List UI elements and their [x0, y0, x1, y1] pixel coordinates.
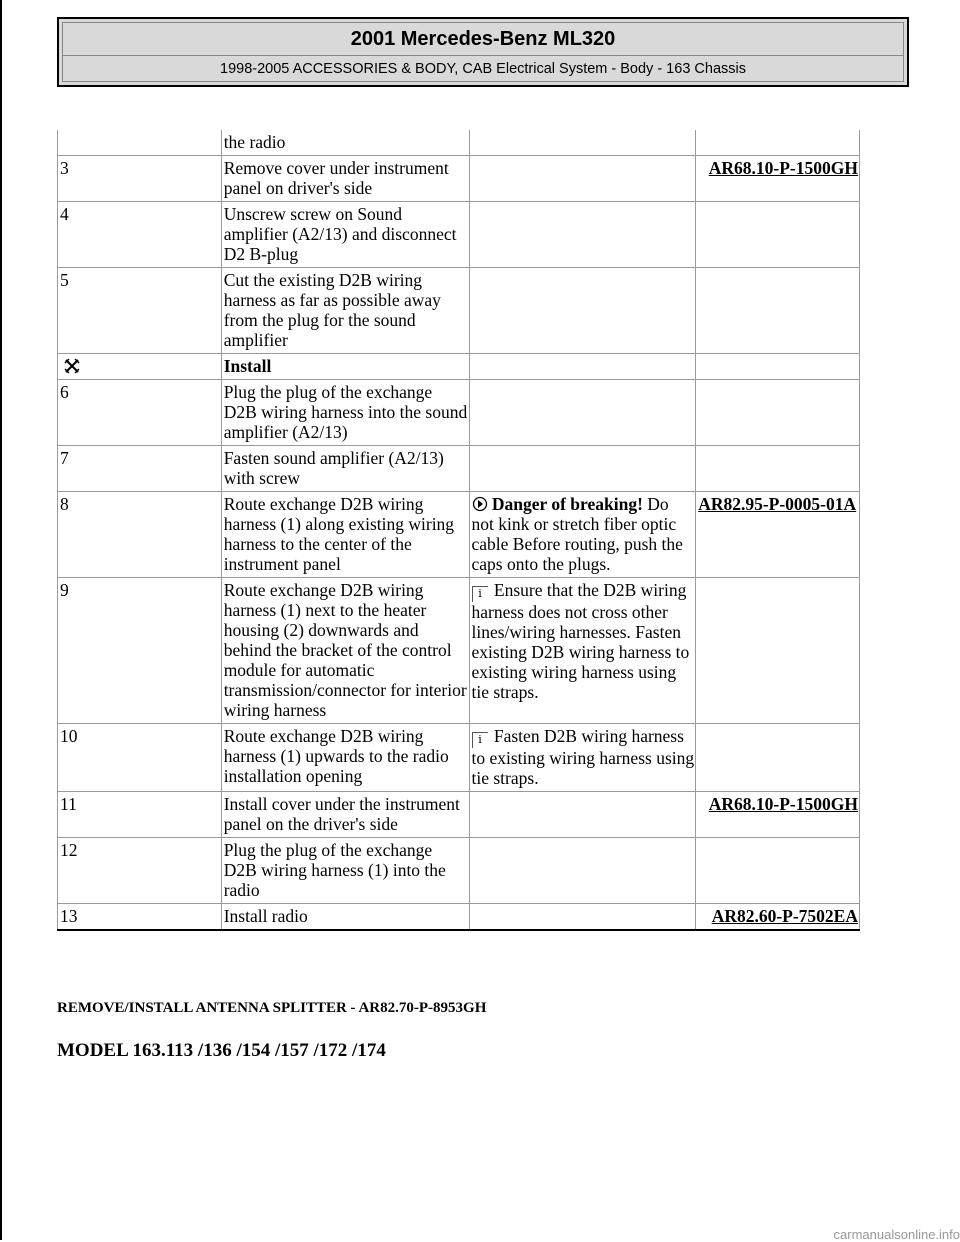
step-text: Plug the plug of the exchange D2B wiring harness (1) into the radio — [221, 838, 469, 904]
step-note — [469, 268, 696, 354]
danger-arrow-icon — [472, 496, 488, 512]
table-row — [58, 838, 860, 904]
install-heading: Install — [221, 354, 469, 380]
step-reference — [696, 724, 860, 792]
step-reference — [696, 578, 860, 724]
step-text: Route exchange D2B wiring harness (1) upwards to the radio installation opening — [221, 724, 469, 792]
info-icon: i — [472, 586, 488, 602]
reference-link[interactable]: AR82.95-P-0005-01A — [696, 492, 860, 578]
step-number — [58, 354, 222, 380]
step-note — [469, 446, 696, 492]
step-number: 10 — [58, 724, 222, 792]
document-header-inner — [62, 22, 904, 82]
table-row — [58, 354, 860, 380]
step-number: 5 — [58, 268, 222, 354]
step-number: 3 — [58, 156, 222, 202]
document-subtitle: 1998-2005 ACCESSORIES & BODY, CAB Electrical System - Body - 163 Chassis — [220, 60, 746, 77]
step-text: Unscrew screw on Sound amplifier (A2/13) and disconnect D2 B-plug — [221, 202, 469, 268]
step-text: Plug the plug of the exchange D2B wiring harness into the sound amplifier (A2/13) — [221, 380, 469, 446]
table-row — [58, 724, 860, 792]
step-note — [469, 130, 696, 156]
step-reference — [696, 354, 860, 380]
step-number: 7 — [58, 446, 222, 492]
info-icon: i — [472, 732, 488, 748]
watermark: carmanualsonline.info — [833, 1227, 960, 1242]
step-note — [469, 838, 696, 904]
step-reference — [696, 446, 860, 492]
step-reference — [696, 130, 860, 156]
step-number: 12 — [58, 838, 222, 904]
step-text: Route exchange D2B wiring harness (1) along existing wiring harness to the center of the instrument panel — [221, 492, 469, 578]
table-row — [58, 380, 860, 446]
step-note — [469, 724, 696, 792]
reference-link[interactable]: AR68.10-P-1500GH — [696, 792, 860, 838]
step-text: Remove cover under instrument panel on driver's side — [221, 156, 469, 202]
step-number: 8 — [58, 492, 222, 578]
table-row — [58, 792, 860, 838]
step-number: 13 — [58, 904, 222, 931]
step-note — [469, 904, 696, 931]
procedure-table — [57, 130, 860, 931]
step-note — [469, 354, 696, 380]
step-text: Install cover under the instrument panel on the driver's side — [221, 792, 469, 838]
step-reference — [696, 268, 860, 354]
step-reference — [696, 202, 860, 268]
table-row — [58, 446, 860, 492]
reference-link[interactable]: AR82.60-P-7502EA — [696, 904, 860, 931]
step-number — [58, 130, 222, 156]
table-row — [58, 156, 860, 202]
table-row — [58, 202, 860, 268]
step-text: the radio — [221, 130, 469, 156]
step-note — [469, 792, 696, 838]
step-number: 11 — [58, 792, 222, 838]
danger-label: Danger of breaking! — [491, 494, 643, 514]
reference-link[interactable]: AR68.10-P-1500GH — [696, 156, 860, 202]
step-text: Cut the existing D2B wiring harness as far as possible away from the plug for the sound amplifier — [221, 268, 469, 354]
step-text: Fasten sound amplifier (A2/13) with screw — [221, 446, 469, 492]
step-reference — [696, 380, 860, 446]
step-text: Route exchange D2B wiring harness (1) next to the heater housing (2) downwards and behind the bracket of the control module for automatic transmission/connector for interior wiring harness — [221, 578, 469, 724]
step-note — [469, 492, 696, 578]
table-row — [58, 904, 860, 931]
document-header — [57, 17, 909, 87]
table-row — [58, 578, 860, 724]
step-number: 4 — [58, 202, 222, 268]
table-row — [58, 492, 860, 578]
step-reference — [696, 838, 860, 904]
document-title: 2001 Mercedes-Benz ML320 — [63, 23, 903, 56]
step-note — [469, 202, 696, 268]
note-text: Do not kink or stretch fiber optic cable Before routing, push the caps onto the plugs. — [471, 494, 683, 574]
step-number: 6 — [58, 380, 222, 446]
step-note — [469, 156, 696, 202]
step-note — [469, 380, 696, 446]
table-row — [58, 268, 860, 354]
table-row — [58, 130, 860, 156]
note-text: Ensure that the D2B wiring harness does not cross other lines/wiring harnesses. Fasten existing D2B wiring harness to existing wiring harness using tie straps. — [471, 580, 690, 702]
model-title: MODEL 163.113 /136 /154 /157 /172 /174 — [57, 1040, 386, 1061]
section-title: REMOVE/INSTALL ANTENNA SPLITTER - AR82.70-P-8953GH — [57, 1000, 487, 1016]
step-text: Install radio — [221, 904, 469, 931]
step-number: 9 — [58, 578, 222, 724]
wrench-cross-icon — [64, 358, 80, 374]
step-note — [469, 578, 696, 724]
note-text: Fasten D2B wiring harness to existing wiring harness using tie straps. — [471, 726, 695, 788]
